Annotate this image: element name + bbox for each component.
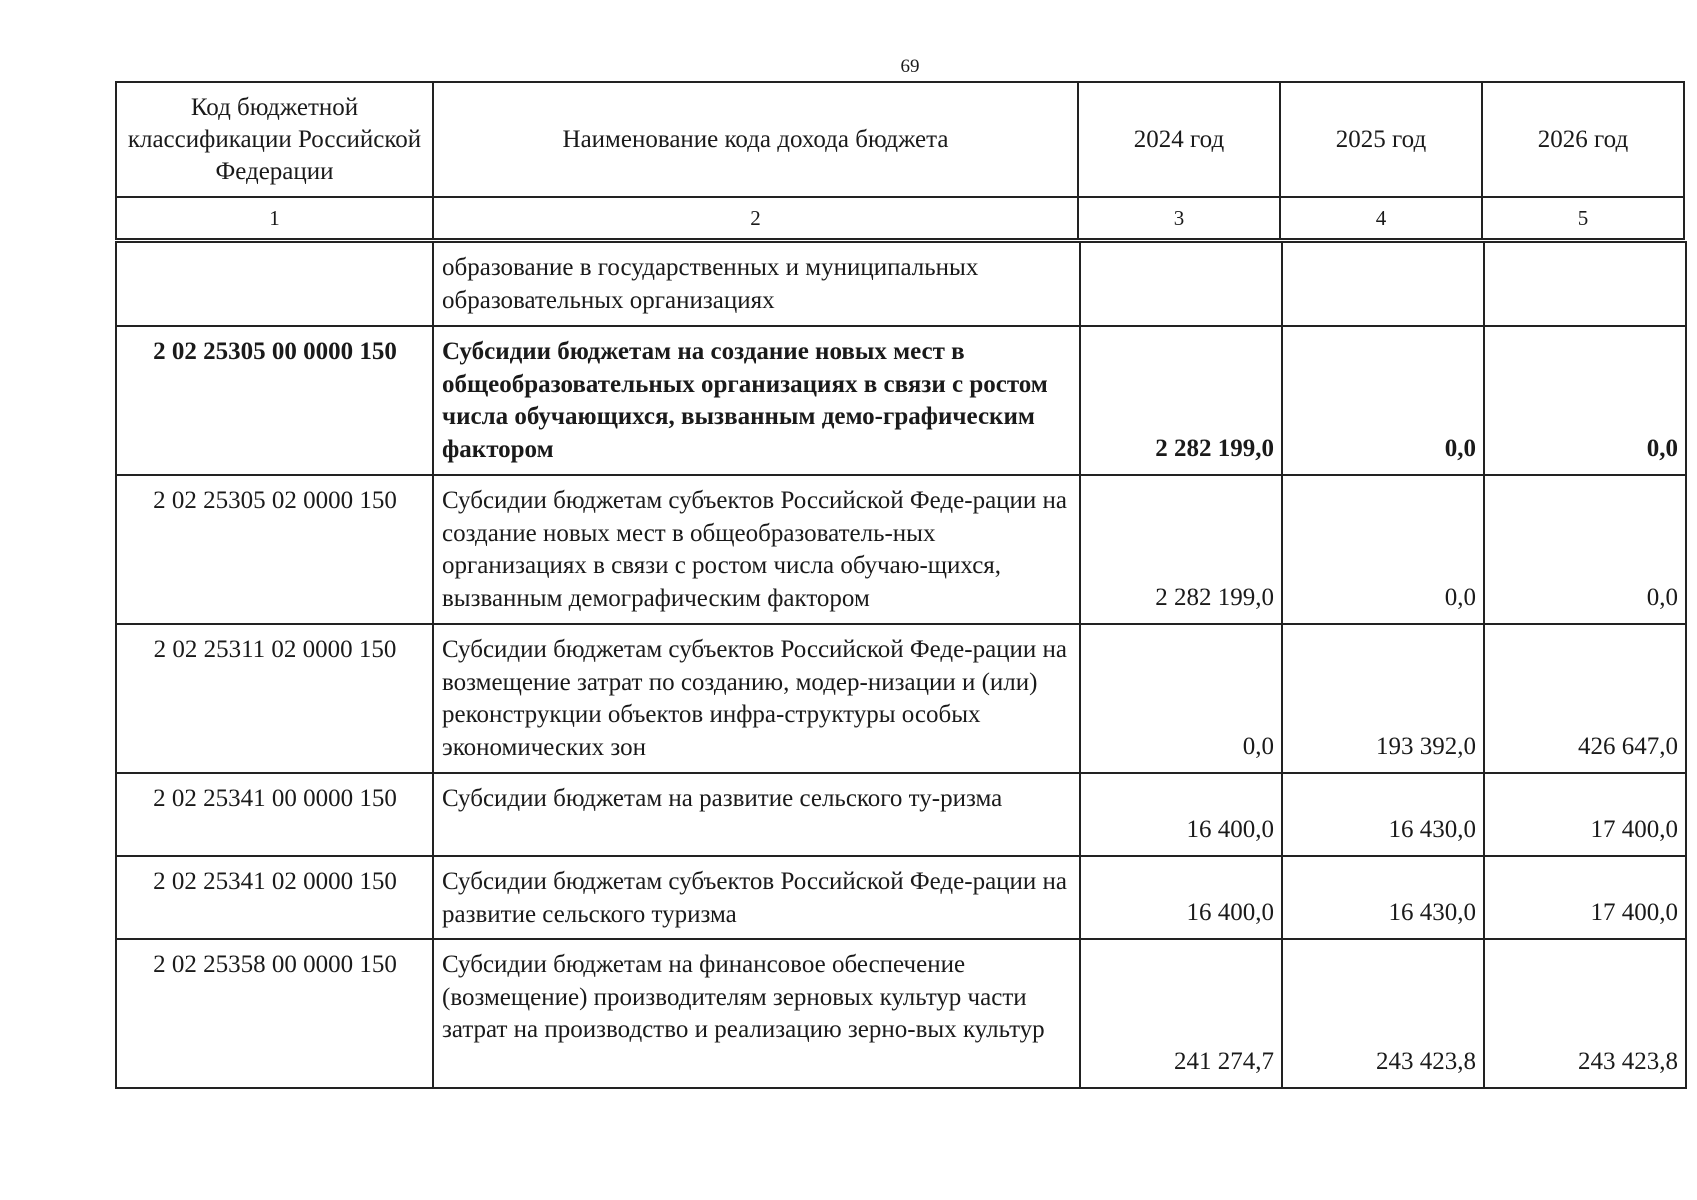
table-row	[116, 475, 1686, 624]
column-number: 4	[1280, 197, 1482, 239]
table-row	[116, 939, 1686, 1088]
header-row	[116, 82, 1684, 197]
income-name-cell: Субсидии бюджетам субъектов Российской Феде-рации на создание новых мест в общеобразователь-ных организациях в связи с ростом числа обучаю-щихся, вызванным демографическим фактором	[433, 475, 1080, 624]
table-row	[116, 624, 1686, 773]
amount-2026-cell: 0,0	[1484, 475, 1686, 624]
table-header	[115, 81, 1685, 240]
amount-2025-cell: 16 430,0	[1282, 773, 1484, 856]
amount-2025-cell: 0,0	[1282, 326, 1484, 475]
column-number: 5	[1482, 197, 1684, 239]
income-name-cell: Субсидии бюджетам субъектов Российской Феде-рации на возмещение затрат по созданию, модер-низации и (или) реконструкции объектов инфра-структуры особых экономических зон	[433, 624, 1080, 773]
amount-2026-cell	[1484, 242, 1686, 326]
income-name-cell: образование в государственных и муниципальных образовательных организациях	[433, 242, 1080, 326]
header-year-2024: 2024 год	[1078, 82, 1280, 197]
income-name-cell: Субсидии бюджетам на финансовое обеспечение (возмещение) производителям зерновых культур части затрат на производство и реализацию зерно-вых культур	[433, 939, 1080, 1088]
budget-code-cell: 2 02 25341 00 0000 150	[116, 773, 433, 856]
amount-2024-cell: 241 274,7	[1080, 939, 1282, 1088]
page-number: 69	[900, 56, 920, 77]
amount-2026-cell: 17 400,0	[1484, 856, 1686, 939]
amount-2026-cell: 0,0	[1484, 326, 1686, 475]
budget-table-body	[115, 241, 1687, 1089]
budget-code-cell	[116, 242, 433, 326]
amount-2024-cell: 2 282 199,0	[1080, 475, 1282, 624]
amount-2025-cell: 243 423,8	[1282, 939, 1484, 1088]
budget-code-cell: 2 02 25358 00 0000 150	[116, 939, 433, 1088]
amount-2026-cell: 17 400,0	[1484, 773, 1686, 856]
header-year-2025: 2025 год	[1280, 82, 1482, 197]
amount-2025-cell: 193 392,0	[1282, 624, 1484, 773]
budget-code-cell: 2 02 25341 02 0000 150	[116, 856, 433, 939]
amount-2026-cell: 243 423,8	[1484, 939, 1686, 1088]
column-number: 1	[116, 197, 433, 239]
amount-2025-cell: 0,0	[1282, 475, 1484, 624]
header-year-2026: 2026 год	[1482, 82, 1684, 197]
column-number: 2	[433, 197, 1078, 239]
table-row	[116, 242, 1686, 326]
table-row	[116, 326, 1686, 475]
budget-code-cell: 2 02 25311 02 0000 150	[116, 624, 433, 773]
column-number-row	[116, 197, 1684, 239]
amount-2024-cell: 0,0	[1080, 624, 1282, 773]
header-budget-code: Код бюджетной классификации Российской Федерации	[116, 82, 433, 197]
income-name-cell: Субсидии бюджетам на развитие сельского ту-ризма	[433, 773, 1080, 856]
table-row	[116, 856, 1686, 939]
header-income-name: Наименование кода дохода бюджета	[433, 82, 1078, 197]
amount-2024-cell	[1080, 242, 1282, 326]
budget-code-cell: 2 02 25305 00 0000 150	[116, 326, 433, 475]
amount-2025-cell: 16 430,0	[1282, 856, 1484, 939]
income-name-cell: Субсидии бюджетам субъектов Российской Феде-рации на развитие сельского туризма	[433, 856, 1080, 939]
amount-2024-cell: 16 400,0	[1080, 856, 1282, 939]
income-name-cell: Субсидии бюджетам на создание новых мест в общеобразовательных организациях в связи с ростом числа обучающихся, вызванным демо-графическим фактором	[433, 326, 1080, 475]
amount-2024-cell: 16 400,0	[1080, 773, 1282, 856]
table-row	[116, 773, 1686, 856]
amount-2026-cell: 426 647,0	[1484, 624, 1686, 773]
amount-2025-cell	[1282, 242, 1484, 326]
column-number: 3	[1078, 197, 1280, 239]
amount-2024-cell: 2 282 199,0	[1080, 326, 1282, 475]
budget-code-cell: 2 02 25305 02 0000 150	[116, 475, 433, 624]
